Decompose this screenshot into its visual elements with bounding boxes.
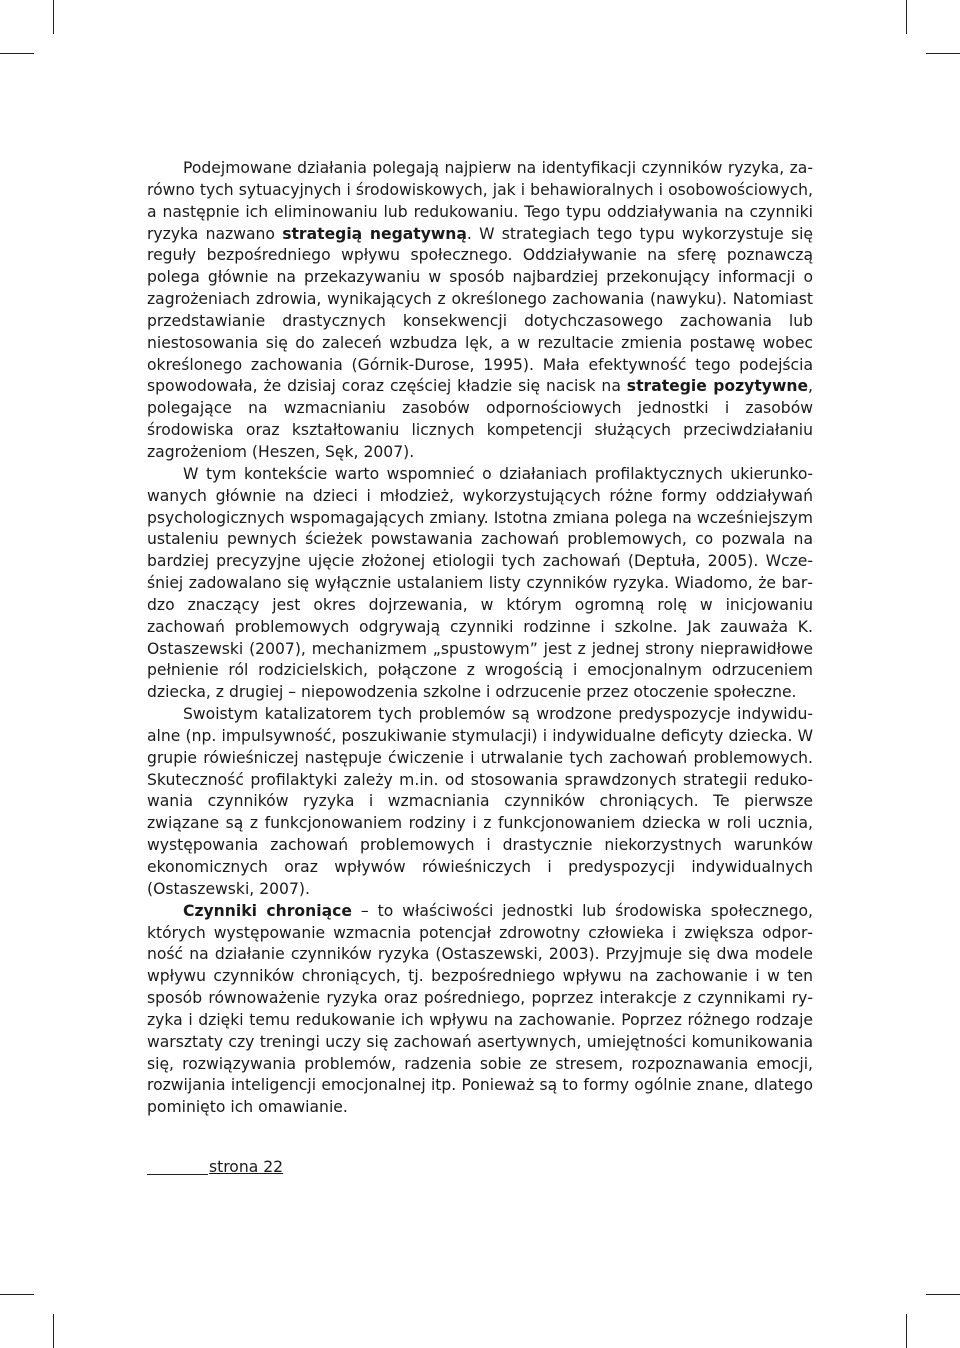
bold-term: strategie pozytywne: [626, 377, 809, 396]
crop-mark: [53, 0, 54, 34]
crop-mark: [0, 1294, 34, 1295]
crop-mark: [926, 1294, 960, 1295]
paragraph: [147, 901, 813, 1119]
crop-mark: [926, 53, 960, 54]
text-run: . W strategiach tego typu wykorzystuje się reguły bezpośredniego wpływu społecznego. Oddziaływanie na sferę poznawczą polega głównie na przekazywaniu w sposób najbardziej przekonujący informacji o zagrożeniach zdrowia, wynikających z określonego zachowania (nawyku). Natomiast przedstawianie drastycznych konsekwencji dotychczasowego zachowania lub niestosowania się do zaleceń wzbudza lęk, a w rezultacie zmienia postawę wobec określonego zachowania (Górnik-Durose, 1995). Mała efektywność tego podejścia spowodowała, że dzisiaj coraz częściej kładzie się nacisk na: [147, 224, 814, 396]
text-run: , polegające na wzmacnianiu zasobów odpornościowych jednostki i zasobów środowiska oraz kształtowaniu licznych kompetencji służących przeciwdziałaniu zagrożeniom (Heszen, Sęk, 2007).: [147, 377, 814, 461]
text-run: – to właściwości jednostki lub środowiska społecznego, których występowanie wzmacnia potencjał zdrowotny człowieka i zwiększa odporność na działanie czynników ryzyka (Ostaszewski, 2003). Przyjmuje się dwa modele wpływu czynników chroniących, tj. bezpośredniego wpływu na zachowanie i w ten sposób równoważenie ryzyka oraz pośredniego, poprzez interakcje z czynnikami ryzyka i dzięki temu redukowanie ich wpływu na zachowanie. Poprzez różnego rodzaje warsztaty czy treningi uczy się zachowań asertywnych, umiejętności komunikowania się, rozwiązywania problemów, radzenia sobie ze stresem, rozpoznawania emocji, rozwijania inteligencji emocjonalnej itp. Ponieważ są to formy ogólnie znane, dlatego pominięto ich omawianie.: [147, 901, 814, 1117]
paragraph: [147, 464, 813, 704]
paragraph: [147, 158, 813, 464]
bold-term: strategią negatywną: [282, 224, 467, 243]
paragraph: [147, 704, 813, 901]
body-text: [147, 158, 813, 1119]
text-run: W tym kontekście warto wspomnieć o działaniach profilaktycznych ukierunkowanych głównie na dzieci i młodzież, wykorzystujących różne formy oddziaływań psychologicznych wspomagających zmiany. Istotna zmiana polega na wcześniejszym ustaleniu pewnych ścieżek powstawania zachowań problemowych, co pozwala na bardziej precyzyjne ujęcie złożonej etiologii tych zachowań (Deptuła, 2005). Wcześniej zadowalano się wyłącznie ustalaniem listy czynników ryzyka. Wiadomo, że bardzo znaczący jest okres dojrzewania, w którym ogromną rolę w inicjowaniu zachowań problemowych odgrywają czynniki rodzinne i szkolne. Jak zauważa K. Ostaszewski (2007), mechanizmem „spustowym” jest z jednej strony nieprawidłowe pełnienie ról rodzicielskich, połączone z wrogością i emocjonalnym odrzuceniem dziecka, z drugiej – niepowodzenia szkolne i odrzucenie przez otoczenie społeczne.: [147, 464, 813, 702]
bold-term: Czynniki chroniące: [183, 901, 352, 920]
footer-rule: [147, 1174, 208, 1175]
crop-mark: [0, 53, 34, 54]
crop-mark: [906, 0, 907, 34]
crop-mark: [53, 1314, 54, 1348]
text-run: Podejmowane działania polegają najpierw na identyfikacji czynników ryzyka, zarówno tych sytuacyjnych i środowiskowych, jak i behawioralnych i osobowościowych, a następnie ich eliminowaniu lub redukowaniu. Tego typu oddziaływania na czynniki ryzyka nazwano: [147, 159, 813, 243]
text-run: Swoistym katalizatorem tych problemów są wrodzone predyspozycje indywidualne (np. impulsywność, poszukiwanie stymulacji) i indywidualne deficyty dziecka. W grupie rówieśniczej następuje ćwiczenie i utrwalanie tych zachowań problemowych. Skuteczność profilaktyki zależy m.in. od stosowania sprawdzonych strategii redukowania czynników ryzyka i wzmacniania czynników chroniących. Te pierwsze związane są z funkcjonowaniem rodziny i z funkcjonowaniem dziecka w roli ucznia, występowania zachowań problemowych i drastycznie niekorzystnych warunków ekonomicznych oraz wpływów rówieśniczych i predyspozycji indywidualnych (Ostaszewski, 2007).: [147, 705, 813, 898]
crop-mark: [906, 1314, 907, 1348]
page-number: strona 22: [209, 1158, 284, 1176]
